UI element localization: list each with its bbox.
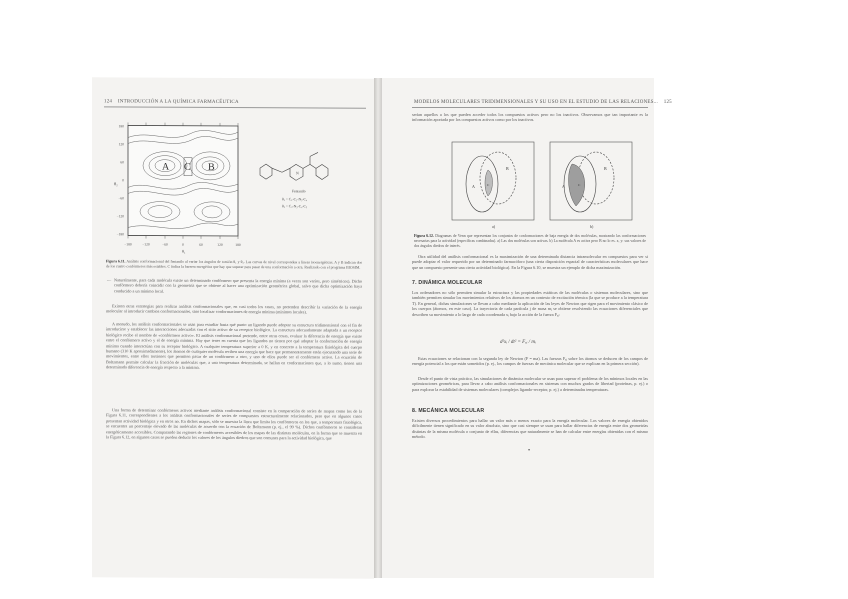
x-tick-label: 0 (182, 242, 184, 247)
region-label-a: A (162, 161, 170, 173)
conformational-energy-map (110, 115, 370, 256)
right-intro-paragraph: serían aquellos a los que pueden acceder todos los compuestos activos pero no los inactivos. Observamos que tan importante es la información aportada por los compuestos activos como por los inactivos. (412, 112, 648, 123)
region-label-c: C (184, 161, 191, 173)
venn-label: C (578, 183, 581, 187)
x-tick-label: 60 (199, 242, 203, 247)
caption-text: Diagramas de Venn que representan los conjuntos de conformaciones de baja energía de dos moléculas, mostrando las conformaciones necesarias para la actividad (específicas combinadas). a) Las dos moléculas son activas. b) La molécula A es activa pero B no lo es. x, y: sus valores de dos ángulos diedros de interés. (414, 234, 646, 248)
x-tick-label: 120 (217, 242, 223, 247)
figure-6-11 (110, 115, 370, 256)
venn-label: B (604, 166, 607, 171)
caption-label: Figura 6.12. (414, 234, 434, 238)
left-page (92, 77, 374, 578)
y-tick-label: −120 (116, 214, 124, 219)
y-tick-label: 180 (118, 124, 124, 129)
venn-label: B (506, 166, 509, 171)
section-8-heading: 8. MECÁNICA MOLECULAR (412, 408, 485, 414)
y-tick-label: 0 (122, 178, 124, 183)
y-tick-label: −180 (116, 232, 124, 237)
panel-a-label: a) (492, 224, 496, 229)
left-running-title: INTRODUCCIÓN A LA QUÍMICA FARMACÉUTICA (117, 99, 239, 106)
structure-name: Fentanilo (292, 189, 306, 194)
nitrogen-atom-label: N (296, 171, 299, 176)
y-tick-label: 60 (120, 160, 124, 165)
plot-frame (128, 125, 238, 236)
venn-frame-a (452, 142, 534, 220)
book-spine (374, 78, 382, 578)
left-paragraph: Una forma de determinar confórmeros activos mediante análisis conformacional consiste en la comparación de series de mapas como los de la Figura 6.11, correspondientes a los análisis conformacionales de series de compuestos estructuralmente relacionados, pero que en algunos casos presentan actividad biológica y en otros no. En dichos mapas, sólo se muestra la línea que limita los confórmeros en los que, a temperatura fisiológica, se encuentra un porcentaje elevado de las moléculas de acuerdo con la ecuación de Boltzmann (p. ej., el 99 %). Dichos confórmeros se consideran energéticamente accesibles. Comparando las regiones de confórmeros accesibles de los mapas de las distintas moléculas, en la forma que se muestra en la Figura 6.12, en algunos casos se pueden deducir los valores de los ángulos diedros que son comunes para la actividad biológica, que (106, 407, 362, 441)
section-7-paragraph: Los ordenadores no sólo permiten simular la estructura y las propiedades estáticas de las moléculas o sistemas moleculares, sino que también permiten simular los movimientos relativos de los átomos en un contexto de excitación térmica (la que se produce a la temperatura T). En general, dichas simulaciones se llevan a cabo mediante la aplicación de las leyes de Newton que rigen para el movimiento clásico de los cuerpos (átomos, en este caso). La trayectoria de cada partícula j de masa mⱼ se obtiene resolviendo las ecuaciones diferenciales que describen su movimiento a lo largo de cada coordenada xᵢ bajo la acción de la fuerza Fₓᵢ: (412, 290, 648, 317)
section-8-paragraph: Existen diversos procedimientos para hallar un valor más o menos exacto para la energía molecular. Los valores de energía obtenidos difícilmente tienen significado en su valor absoluto, sino que casi siempre se usan para hallar diferencias de energía entre dos geometrías distintas de la misma molécula o conjunto de ellas, diferencias que naturalmente se han de calcular entre energías obtenidas con el mismo método. (412, 418, 648, 440)
right-header-rule (412, 107, 648, 108)
right-page-number: 125 (663, 100, 672, 105)
venn-diagrams (422, 140, 642, 230)
figure-6-12 (422, 140, 642, 230)
x-axis-label: θ₁ (182, 248, 186, 254)
caption-text: Análisis conformacional del fentanilo al variar los ángulos de torsión θ₁ y θ₂. Las curvas de nivel correspondeн a líneas isoenergéticas. A y B indican dos de los cuatro confórmeros más estables. C indica la barrera energética que hay que superar para pasar de una conformación a otra. Realizado con el programa BIOSIM. (106, 259, 362, 270)
section-7-paragraph: Estas ecuaciones se relacionan con la segunda ley de Newton (F = ma). Las fuerzas Fₓᵢ sobre los átomos se deducen de los campos de energía potencial a los que están sometidos (p. ej., los campos de fuerzas de mecánica molecular que se explican en la primera sección). (412, 356, 648, 367)
right-page (382, 78, 672, 578)
theta1-definition: θ₁ = C₁-C₂-N₃-C₄ (282, 197, 308, 202)
end-mark: • (528, 448, 531, 454)
venn-active-region-b (569, 164, 585, 206)
right-running-title: MODELOS MOLECULARES TRIDIMENSIONALES Y SU USO EN EL ESTUDIO DE LAS RELACIONES... (414, 100, 658, 105)
y-tick-label: −60 (118, 196, 124, 201)
left-paragraph: A menudo, los análisis conformacionales se usan para estudiar hasta qué punto un ligando puede adoptar su estructura tridimensional con el fin de introducirse y establecer las interacciones adecuadas con el sitio activo de su receptor biológico. La estructura adecuadamente adaptada a un receptor biológico recibe el nombre de «confórmero activo». El análisis conformacional pretende, entre otras cosas, evaluar la diferencia de energía que existe entre el confórmero activo y el de energía mínima. Hay que tener en cuenta que los ligandos no tienen por qué adoptar la conformación de energía mínima cuando interactúan con su receptor biológico. A cualquier temperatura superior a 0 K, y en concreto a la temperatura fisiológica del cuerpo humano (310 K aproximadamente), los átomos de cualquier molécula reciben una energía que hace que permanentemente estén ejecutando una serie de movimientos, entre ellos torsiones que permiten pasar de un confórmero a otro, y uno de ellos puede ser el confórmero activo. La ecuación de Boltzmann permite calcular la fracción de moléculas que, a una temperatura determinada, se hallan en conformaciones que, a lo sumo, tienen una determinada diferencia de energía respecto a la mínima. (106, 321, 362, 371)
figure-6-12-caption (414, 234, 646, 248)
theta2-definition: θ₂ = C₂-N₃-C₄-C₅ (282, 204, 308, 209)
right-paragraph: Otra utilidad del análisis conformacional es la maximización de una determinada distancia intramolecular en compuestos para ver si puede adoptar el valor requerido por un determinado farmacóforo (una cierta disposición espacial de características moleculares que hace que un compuesto presente una cierta actividad biológica). En la Figura 6.10, se muestra un ejemplo de dicha maximización. (412, 254, 648, 270)
left-running-head (104, 99, 239, 105)
venn-label: C (487, 183, 490, 187)
x-tick-label: −180 (124, 242, 132, 247)
dash-bullet: — (107, 277, 112, 283)
right-running-head (414, 100, 672, 105)
region-label-b: B (208, 161, 215, 173)
caption-label: Figura 6.11. (106, 259, 126, 264)
panel-b-label: b) (590, 224, 594, 229)
newton-equation: d²xᵢ / dt² = Fₓᵢ / mᵢ (500, 340, 536, 345)
bullet-paragraph (107, 277, 362, 295)
section-7-heading: 7. DINÁMICA MOLECULAR (412, 280, 483, 286)
y-tick-label: 120 (118, 142, 124, 147)
section-7-paragraph: Desde el punto de vista práctico, las simulaciones de dinámica molecular se usan para superar el problema de los mínimos locales en las optimizaciones geométricas, para llevar a cabo análisis conformacionales en sistemas con muchos grados de libertad (proteínas, p. ej.) o para explorar la estabilidad de sistemas moleculares (complejos ligando-receptor, p. ej.) a determinadas temperaturas. (412, 376, 648, 392)
left-paragraph: Existen otras estrategias para realizar análisis conformacionales que, en casi todos los casos, no pretenden describir la variación de la energía molecular al introducir cambios conformacionales, sino localizar conformaciones de energía mínima (mínimos locales). (106, 303, 362, 315)
left-page-number: 124 (104, 99, 113, 105)
figure-6-11-caption (106, 259, 362, 270)
venn-set-a (466, 156, 498, 212)
left-header-rule (104, 106, 366, 108)
venn-label: A (562, 184, 565, 189)
fentanyl-structure-drawing (260, 152, 328, 180)
venn-frame-b (550, 142, 632, 220)
x-tick-label: 180 (235, 243, 241, 248)
y-axis-label: θ₂ (114, 181, 118, 187)
x-tick-label: −120 (142, 242, 150, 247)
venn-label: A (472, 184, 475, 189)
bullet-text: Naturalmente, para cada molécula existe un determinado confórmero que presenta la energía mínima (a veces son varios, pero simétricos). Dicho confórmero debería coincidir con la geometría que se obtiene al hacer una optimización geométrica global, salvo que dicha optimización haya conducido a un mínimo local. (114, 277, 362, 294)
x-tick-label: −60 (162, 242, 168, 247)
